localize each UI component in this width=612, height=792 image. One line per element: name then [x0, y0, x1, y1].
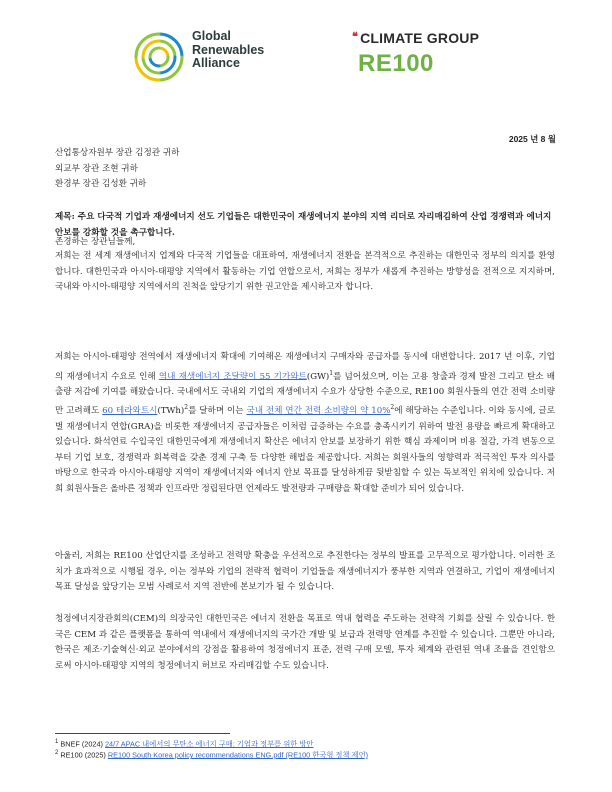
footnote-2-link[interactable]: RE100 South Korea policy recommendations ENG.pdf (RE100 한국형 정책 제언)	[107, 750, 369, 760]
p2-text-b: (GW)	[306, 371, 330, 382]
footnote-divider	[55, 733, 230, 734]
footnote-ref-2[interactable]: 2	[184, 404, 189, 412]
re100-logo: RE100	[358, 50, 434, 77]
footnote-2-number: 2	[55, 750, 59, 756]
climate-group-name: CLIMATE GROUP	[360, 30, 480, 46]
salutation: 존경하는 장관님들께,	[55, 237, 136, 247]
addressee-1: 산업통상자원부 장관 김정관 귀하	[55, 148, 180, 158]
gra-logo-text	[192, 30, 264, 71]
addressee-block	[55, 146, 179, 193]
subject-text: 주요 다국적 기업과 재생에너지 선도 기업들은 대한민국이 재생에너지 분야의 지역 리더로 자리매김하여 산업 경쟁력과 에너지 안보를 강화할 것을 촉구합니다.	[55, 212, 552, 238]
p2-text-f: 에 해당하는 수준입니다. 이와 동시에, 글로벌 재생에너지 연합(GRA)을 비롯한 재생에너지 공급자들은 이처럼 급증하는 수요를 충족시키기 위하여 발전 용량을 빠르게 확대하고 있습니다. 화석연료 수입국인 대한민국에게 재생에너지 확산은 에너지 안보를 보장하기 위한 핵심 과제이며 비용 절감, 가격 변동으로부터 기업 보호, 경쟁력과 회복력을 갖춘 경제 구축 등 다양한 해법을 제공합니다. 저희는 회원사들의 영향력과 적극적인 투자 의사를 바탕으로 한국과 아시아-태평양 지역이 재생에너지와 에너지 안보 목표를 달성하게끔 뒷받침할 수 있는 독보적인 위치에 있습니다. 저희 회원사들은 올바른 정책과 인프라만 정립된다면 언제라도 발전량과 구매량을 확대할 준비가 되어 있습니다.	[55, 406, 555, 494]
p2-text-c: 를 넘어섰으며, 이는 고용 창출과 경제 발전 그리고 탄소 배출량 저감에 기여를 해왔습니다. 국내에서도 국내외 기업의 재생에너지 수요가 상당한 수준으로, RE100 회원사들의 연간 전력 소비량만 고려해도	[55, 371, 555, 417]
gra-name-line-2: Renewables	[192, 42, 265, 57]
paragraph-4: 청정에너지장관회의(CEM)의 의장국인 대한민국은 에너지 전환을 목표로 역내 협력을 주도하는 전략적 기회를 살릴 수 있습니다. 한국은 CEM 과 같은 플랫폼을 통하여 역내에서 재생에너지의 국가간 개발 및 보급과 전력망 연계를 추진할 수 있습니다. 그뿐만 아니라, 한국은 제조·기술혁신·외교 분야에서의 강점을 활용하여 청정에너지 표준, 전력 구매 모델, 투자 체계와 관련된 역내 조율을 견인함으로써 아시아-태평양 지역의 청정에너지 허브로 자리매김할 수도 있습니다.	[55, 614, 555, 671]
footnote-2	[55, 750, 368, 760]
paragraph-1: 저희는 전 세계 재생에너지 업계와 다국적 기업들을 대표하여, 재생에너지 전환을 본격적으로 추진하는 대한민국 정부의 의지를 환영합니다. 대한민국과 아시아-태평양 지역에서 활동하는 기업 연합으로서, 저희는 정부가 새롭게 추진하는 방향성을 전적으로 지지하며, 국내와 아시아-태평양 지역에서의 진척을 앞당기기 위한 권고안을 제시하고자 합니다.	[55, 251, 555, 292]
link-regional-procurement[interactable]: 역내 재생에너지 조달량이 55 기가와트	[158, 371, 307, 382]
paragraph-2	[55, 350, 555, 497]
gra-logo-icon	[132, 30, 186, 84]
paragraph-3: 아울러, 저희는 RE100 산업단지를 조성하고 전력망 확충을 우선적으로 추진한다는 정부의 발표를 고무적으로 평가합니다. 이러한 조치가 효과적으로 시행될 경우, 이는 정부와 기업의 전략적 협력이 기업들을 재생에너지가 풍부한 지역과 연결하고, 기업이 재생에너지 목표 달성을 앞당기는 모범 사례로서 지역 전반에 본보기가 될 수 있습니다.	[55, 551, 555, 592]
link-60-twh[interactable]: 60 테라와트시	[102, 406, 158, 417]
climate-group-logo	[352, 30, 479, 46]
footnote-ref-1[interactable]: 1	[329, 369, 334, 377]
footnote-1-number: 1	[55, 739, 59, 745]
subject-label: 제목:	[55, 212, 75, 222]
footnote-1-link[interactable]: 24/7 APAC 내에서의 무탄소 에너지 구매: 기업과 정부를 위한 방안	[104, 739, 314, 749]
climate-group-mark-icon: ❝	[352, 31, 359, 43]
footnote-ref-2b[interactable]: 2	[390, 404, 395, 412]
letter-date: 2025 년 8 월	[508, 134, 556, 144]
gra-name-line-3: Alliance	[192, 56, 240, 70]
p2-text-e: 를 달하며 이는	[188, 406, 247, 417]
addressee-3: 환경부 장관 김성환 귀하	[55, 179, 147, 189]
footnote-1	[55, 739, 313, 749]
footnote-2-source: RE100 (2025)	[58, 750, 108, 760]
gra-name-line-1: Global	[192, 29, 231, 43]
p2-text-d: (TWh)	[157, 406, 185, 417]
addressee-2: 외교부 장관 조현 귀하	[55, 163, 138, 174]
p2-text-a: 저희는 아시아-태평양 전역에서 재생에너지 확대에 기여해온 재생에너지 구매자와 공급자를 동시에 대변합니다. 2017 년 이후, 기업의 재생에너지 수요로 인해	[55, 352, 555, 382]
footnote-1-source: BNEF (2024)	[58, 739, 105, 749]
link-national-consumption[interactable]: 국내 전체 연간 전력 소비량의 약 10%	[246, 406, 391, 417]
